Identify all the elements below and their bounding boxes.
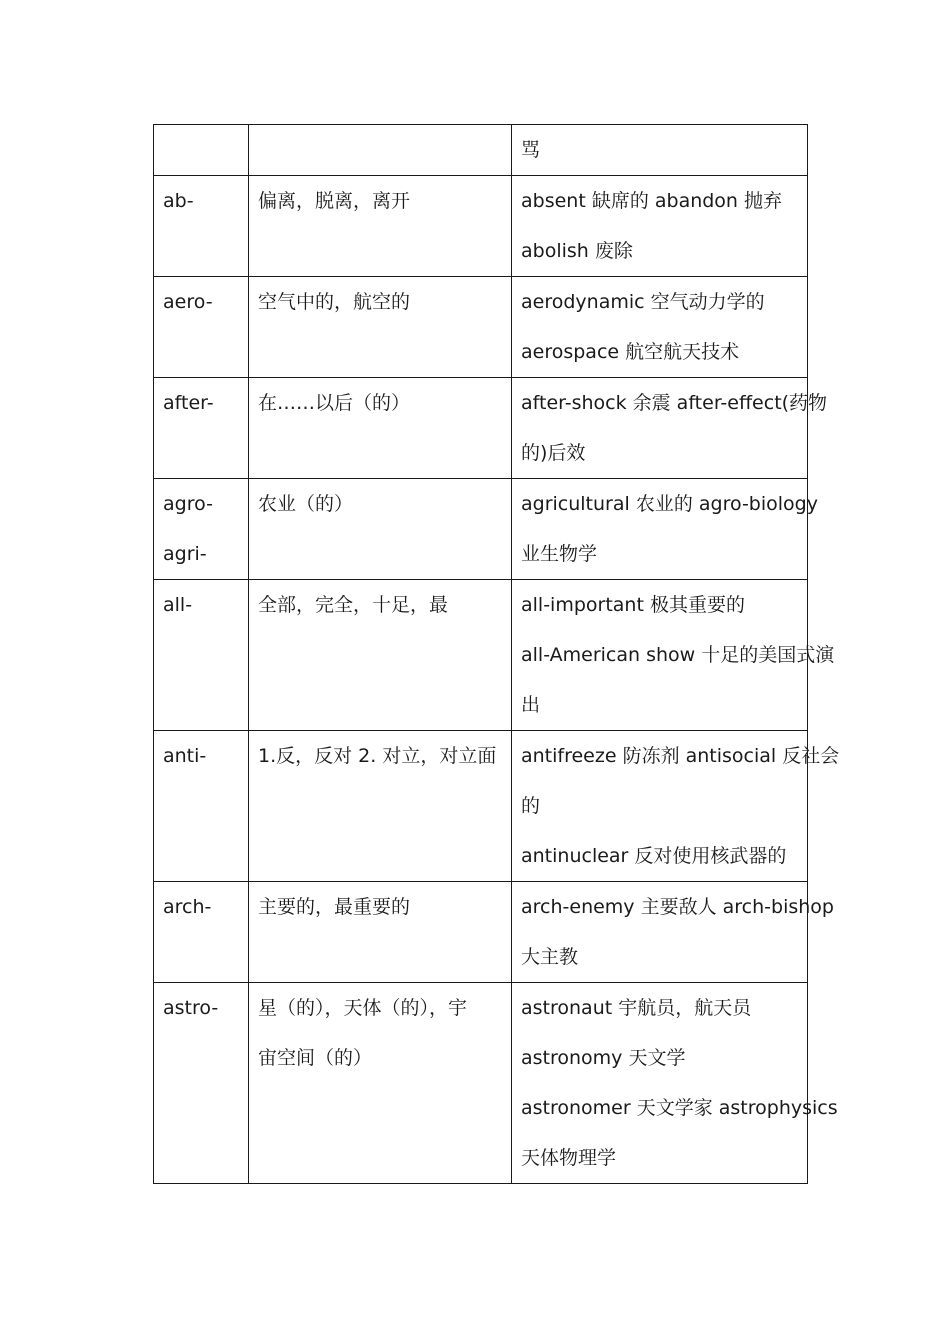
examples-cell <box>512 731 840 882</box>
table-row <box>154 125 808 176</box>
cell-text-line: 空气中的，航空的 <box>258 291 411 313</box>
examples-cell <box>512 882 834 983</box>
table-body <box>154 125 840 1184</box>
cell-text-line: all-important 极其重要的 <box>521 594 745 616</box>
cell-text-line: astronomy 天文学 <box>521 1047 686 1069</box>
cell-text-line: agri- <box>163 543 207 565</box>
cell-text-line: 的)后效 <box>521 442 586 464</box>
table-row <box>154 176 808 277</box>
prefix-cell <box>154 277 249 378</box>
examples-cell <box>512 176 808 277</box>
prefix-cell <box>154 378 249 479</box>
cell-text-line: agro- <box>163 493 213 515</box>
table-row <box>154 479 808 580</box>
cell-text-line: antifreeze 防冻剂 antisocial 反社会 <box>521 745 840 767</box>
cell-text-line: all-American show 十足的美国式演 <box>521 644 835 666</box>
meaning-cell <box>249 580 512 731</box>
table-row <box>154 277 808 378</box>
cell-text-line: 大主教 <box>521 946 579 968</box>
meaning-cell <box>249 277 512 378</box>
cell-text-line: 宙空间（的） <box>258 1047 373 1069</box>
cell-text-line: 在……以后（的） <box>258 392 411 414</box>
prefix-cell <box>154 580 249 731</box>
cell-text-line: 业生物学 <box>521 543 598 565</box>
cell-text-line <box>258 125 503 175</box>
cell-text-line: aerospace 航空航天技术 <box>521 341 740 363</box>
cell-text-line: 偏离，脱离，离开 <box>258 190 411 212</box>
table-row <box>154 580 808 731</box>
cell-text-line: 农业（的） <box>258 493 354 515</box>
cell-text-line: 主要的，最重要的 <box>258 896 411 918</box>
table-row <box>154 731 808 882</box>
cell-text-line: ab- <box>163 190 194 212</box>
cell-text-line: 出 <box>521 694 541 716</box>
meaning-cell <box>249 479 512 580</box>
prefix-cell <box>154 479 249 580</box>
cell-text-line: after- <box>163 392 214 414</box>
cell-text-line: 天体物理学 <box>521 1147 617 1169</box>
cell-text-line: 的 <box>521 795 541 817</box>
prefix-cell <box>154 176 249 277</box>
cell-text-line: astronaut 宇航员，航天员 <box>521 997 752 1019</box>
prefix-cell <box>154 882 249 983</box>
cell-text-line: absent 缺席的 abandon 抛弃 <box>521 190 783 212</box>
meaning-cell <box>249 176 512 277</box>
cell-text-line: 1.反，反对 2. 对立，对立面 <box>258 745 497 767</box>
cell-text-line: 星（的），天体（的），宇 <box>258 997 468 1019</box>
prefix-cell <box>154 983 249 1184</box>
cell-text-line: all- <box>163 594 193 616</box>
cell-text-line <box>163 125 240 175</box>
cell-text-line: aero- <box>163 291 213 313</box>
cell-text-line: astronomer 天文学家 astrophysics <box>521 1097 838 1119</box>
table-row <box>154 378 808 479</box>
meaning-cell <box>249 125 512 176</box>
cell-text-line: 骂 <box>521 139 541 161</box>
prefix-cell <box>154 125 249 176</box>
meaning-cell <box>249 983 512 1184</box>
table-row <box>154 983 808 1184</box>
cell-text-line: after-shock 余震 after-effect(药物 <box>521 392 828 414</box>
cell-text-line: 全部，完全，十足，最 <box>258 594 449 616</box>
examples-cell <box>512 378 828 479</box>
meaning-cell <box>249 882 512 983</box>
cell-text-line: arch-enemy 主要敌人 arch-bishop <box>521 896 834 918</box>
cell-text-line: aerodynamic 空气动力学的 <box>521 291 765 313</box>
cell-text-line: agricultural 农业的 agro-biology <box>521 493 818 515</box>
meaning-cell <box>249 731 512 882</box>
examples-cell <box>512 580 835 731</box>
meaning-cell <box>249 378 512 479</box>
cell-text-line: astro- <box>163 997 219 1019</box>
examples-cell <box>512 125 808 176</box>
prefix-table <box>153 124 840 1184</box>
examples-cell <box>512 983 838 1184</box>
cell-text-line: anti- <box>163 745 207 767</box>
table-row <box>154 882 808 983</box>
prefix-cell <box>154 731 249 882</box>
examples-cell <box>512 277 808 378</box>
cell-text-line: antinuclear 反对使用核武器的 <box>521 845 787 867</box>
cell-text-line: abolish 废除 <box>521 240 633 262</box>
examples-cell <box>512 479 818 580</box>
cell-text-line: arch- <box>163 896 212 918</box>
